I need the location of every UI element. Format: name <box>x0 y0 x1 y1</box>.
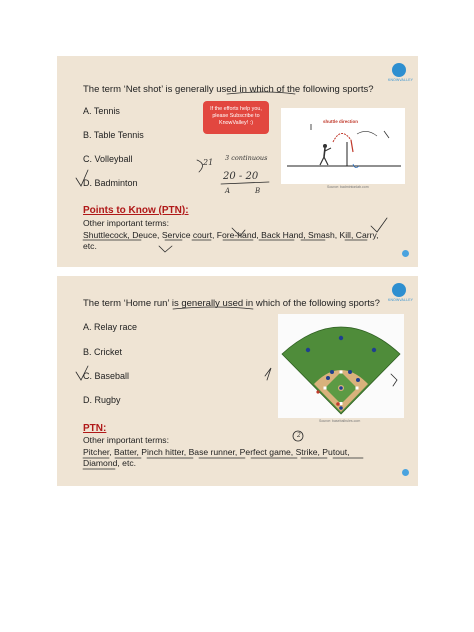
note-continuous: 3 continuous <box>225 154 268 162</box>
question-2: The term ‘Home run’ is generally used in which of the following sports? <box>83 298 380 309</box>
option-b: B. Table Tennis <box>83 130 144 140</box>
slide-mini-logo-icon <box>402 469 409 476</box>
option-b: B. Cricket <box>83 347 123 357</box>
slide-net-shot <box>57 56 418 267</box>
slide-home-run <box>57 276 418 486</box>
note-21: 21 <box>203 158 214 167</box>
slide-mini-logo-icon <box>402 250 409 257</box>
note-score: 20 - 20 <box>223 171 259 182</box>
logo-caption: KNOWVALLEY <box>388 298 414 302</box>
option-c: C. Volleyball <box>83 154 133 164</box>
ptn-intro: Other important terms: <box>83 435 169 445</box>
figure-source: Source: badmintonlab.com <box>327 185 369 189</box>
option-d: D. Badminton <box>83 178 138 188</box>
badge-line-1: If the efforts help you, <box>210 106 262 112</box>
option-d: D. Rugby <box>83 395 121 405</box>
ptn-heading: PTN: <box>83 423 107 434</box>
badge-line-3: KnowValley! :) <box>218 119 254 126</box>
handwritten-annotations <box>57 276 418 486</box>
figure-label: shuttle direction <box>323 119 359 124</box>
ptn-terms: Pitcher, Batter, Pinch hitter, Base runner, Perfect game, Strike, Putout, Diamond, etc. <box>83 446 350 469</box>
option-a: A. Relay race <box>83 322 138 332</box>
question-1: The term ‘Net shot’ is generally used in which of the following sports? <box>83 84 374 95</box>
handwritten-annotations <box>57 56 418 267</box>
ptn-intro: Other important terms: <box>83 218 169 228</box>
note-2: 2 <box>297 432 301 439</box>
option-c: C. Baseball <box>83 371 130 381</box>
note-a: A <box>225 187 231 195</box>
option-a: A. Tennis <box>83 106 120 116</box>
figure-source: Source: baseballrules.com <box>319 419 361 423</box>
badge-line-2: please Subscribe to <box>212 112 260 119</box>
ptn-heading: Points to Know (PTN): <box>83 205 189 216</box>
logo-caption: KNOWVALLEY <box>388 78 414 82</box>
ptn-terms: Shuttlecock, Deuce, Service court, Fore-hand, Back Hand, Smash, Kill, Carry, etc. <box>83 229 379 252</box>
note-b: B <box>255 187 261 195</box>
